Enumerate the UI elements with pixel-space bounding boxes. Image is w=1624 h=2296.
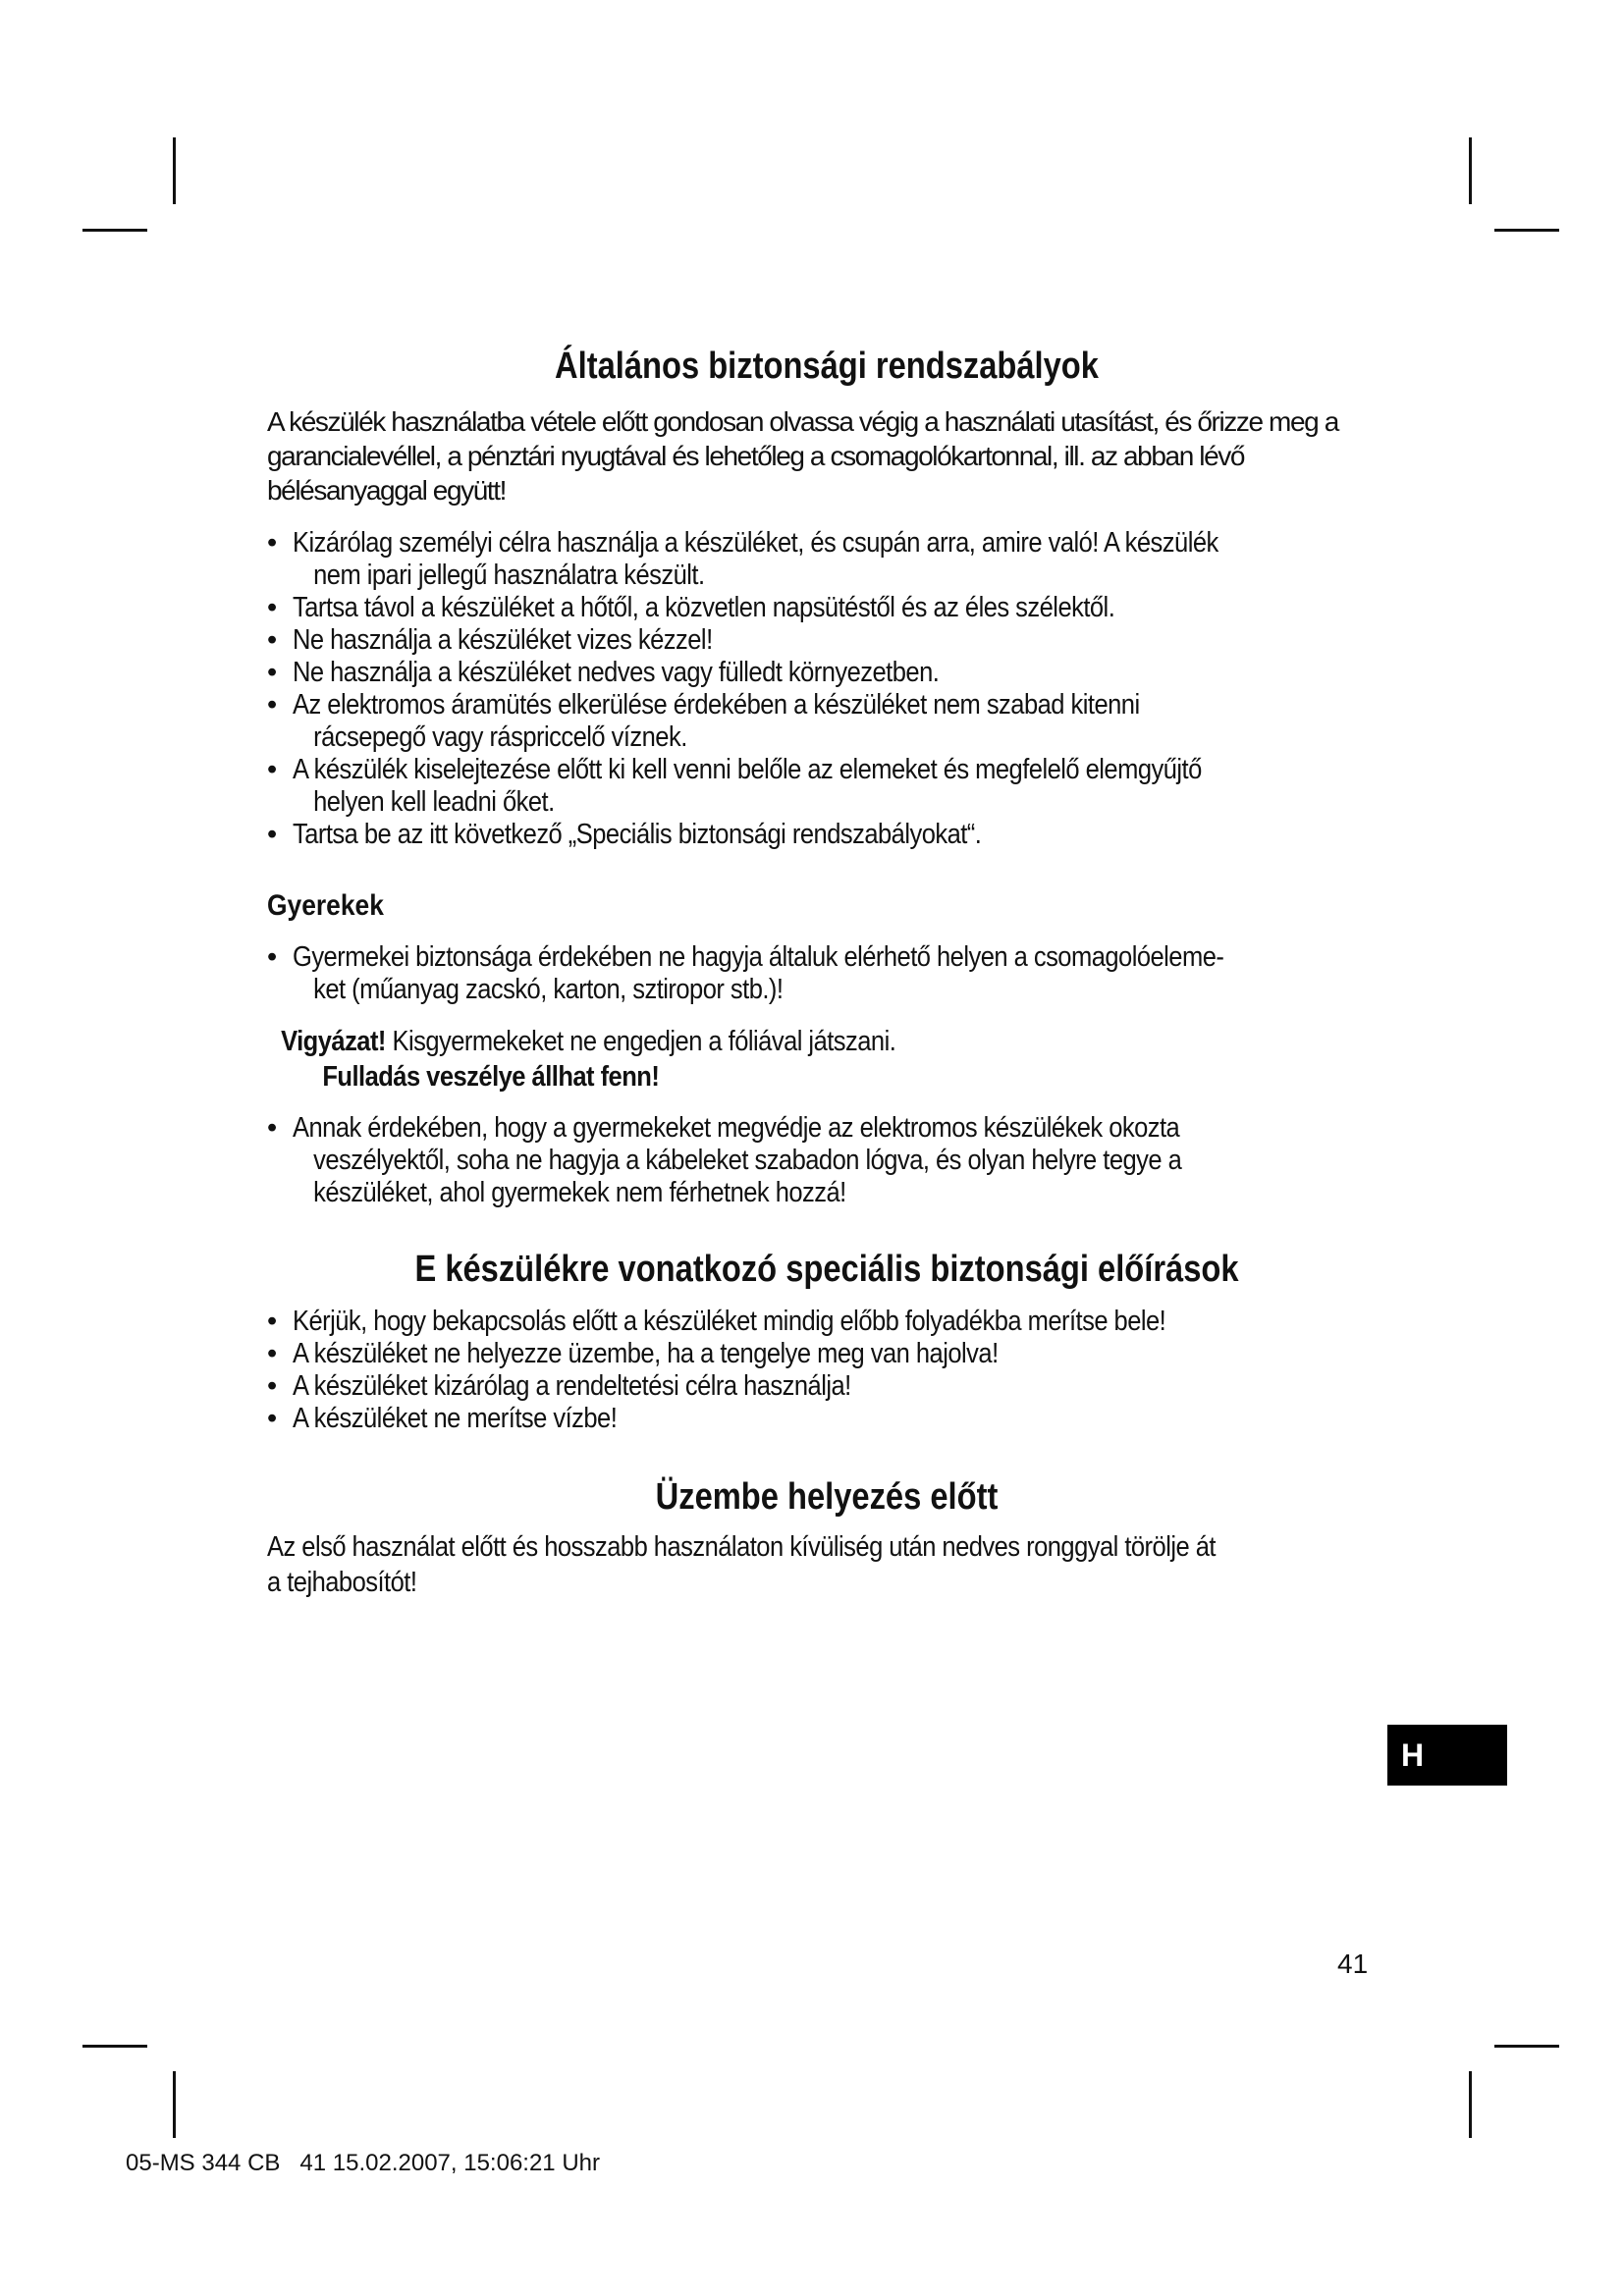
list-item [267, 657, 1386, 689]
list-item-line: A készülék kiselejtezése előtt ki kell venni belőle az elemeket és megfelelő elemgyűjtő [293, 754, 1202, 785]
bullet-glyph: • [267, 624, 277, 656]
bullet-glyph: • [267, 819, 277, 850]
bullet-glyph: • [267, 689, 277, 721]
general-safety-title: Általános biztonsági rendszabályok [555, 346, 1099, 387]
language-tab-label: H [1401, 1737, 1425, 1773]
page-number: 41 [1337, 1949, 1369, 1979]
bullet-glyph: • [267, 527, 277, 559]
list-item [267, 1112, 1386, 1209]
crop-mark-bottom-right-horizontal [1494, 2045, 1559, 2048]
special-safety-title: E készülékre vonatkozó speciális biztonsági előírások [414, 1249, 1239, 1290]
children-heading: Gyerekek [267, 889, 384, 922]
list-item-line: készüléket, ahol gyermekek nem férhetnek hozzá! [313, 1177, 846, 1208]
crop-mark-top-left-horizontal [82, 229, 147, 232]
list-item-text [293, 689, 1398, 754]
startup-text-line: Az első használat előtt és hosszabb használaton kívüliség után nedves ronggyal törölje át [267, 1531, 1216, 1563]
manual-page-content [267, 344, 1386, 1600]
list-item-text: A készüléket kizárólag a rendeltetési célra használja! [293, 1370, 851, 1402]
general-safety-intro: A készülék használatba vétele előtt gondosan olvassa végig a használati utasítást, és őrizze meg a garancialevéllel, a pénztári nyugtával és lehetőleg a csomagolókartonnal, ill. az abban lévő bélésanyaggal együtt! [267, 406, 1338, 506]
list-item [267, 941, 1386, 1006]
bullet-glyph: • [267, 1370, 277, 1402]
list-item-text [293, 754, 1398, 819]
list-item-line: ket (műanyag zacskó, karton, sztiropor stb.)! [313, 974, 784, 1005]
crop-mark-bottom-right-vertical [1469, 2071, 1472, 2138]
list-item-line: nem ipari jellegű használatra készült. [313, 560, 705, 591]
bullet-glyph: • [267, 1338, 277, 1369]
startup-title: Üzembe helyezés előtt [655, 1476, 999, 1518]
list-item-line: Gyermekei biztonsága érdekében ne hagyja általuk elérhető helyen a csomagolóeleme- [293, 941, 1224, 973]
list-item [267, 819, 1386, 851]
warning-label: Vigyázat! [281, 1026, 386, 1057]
list-item [267, 592, 1386, 624]
list-item-line: Annak érdekében, hogy a gyermekeket megvédje az elektromos készülékek okozta [293, 1112, 1180, 1144]
list-item-line: Kizárólag személyi célra használja a készüléket, és csupán arra, amire való! A készülék [293, 527, 1218, 559]
list-item-line: Az elektromos áramütés elkerülése érdekében a készüléket nem szabad kitenni [293, 689, 1140, 721]
crop-mark-bottom-left-horizontal [82, 2045, 147, 2048]
list-item-text: Kérjük, hogy bekapcsolás előtt a készüléket mindig előbb folyadékba merítse bele! [293, 1306, 1166, 1337]
general-safety-list [267, 527, 1386, 851]
children-list-2 [267, 1112, 1386, 1209]
bullet-glyph: • [267, 941, 277, 973]
list-item [267, 689, 1386, 754]
crop-mark-top-left-vertical [173, 137, 176, 204]
bullet-glyph: • [267, 657, 277, 688]
list-item-text: Tartsa be az itt következő „Speciális biztonsági rendszabályokat“. [293, 819, 982, 850]
crop-mark-top-right-vertical [1469, 137, 1472, 204]
bullet-glyph: • [267, 754, 277, 785]
warning-text: Kisgyermekeket ne engedjen a fóliával játszani. [385, 1026, 896, 1057]
list-item-text [293, 1112, 1398, 1209]
list-item-text: Ne használja a készüléket nedves vagy fülledt környezetben. [293, 657, 940, 688]
children-list-1 [267, 941, 1386, 1006]
crop-mark-top-right-horizontal [1494, 229, 1559, 232]
list-item [267, 624, 1386, 657]
list-item-line: veszélyektől, soha ne hagyja a kábeleket szabadon lógva, és olyan helyre tegye a [313, 1145, 1182, 1176]
list-item [267, 1306, 1386, 1338]
language-tab [1387, 1725, 1507, 1786]
crop-mark-bottom-left-vertical [173, 2071, 176, 2138]
list-item [267, 1338, 1386, 1370]
list-item-text [293, 527, 1398, 592]
list-item-line: rácsepegő vagy ráspriccelő víznek. [313, 721, 687, 753]
children-warning [267, 1024, 1395, 1095]
special-safety-list [267, 1306, 1386, 1435]
list-item [267, 754, 1386, 819]
warning-danger-line: Fulladás veszélye állhat fenn! [322, 1061, 660, 1093]
list-item-text: Ne használja a készüléket vizes kézzel! [293, 624, 713, 656]
startup-text [267, 1529, 1381, 1600]
list-item-text: A készüléket ne merítse vízbe! [293, 1403, 618, 1434]
bullet-glyph: • [267, 1112, 277, 1144]
list-item [267, 1370, 1386, 1403]
startup-text-line: a tejhabosítót! [267, 1567, 417, 1598]
list-item-text [293, 941, 1398, 1006]
list-item-line: helyen kell leadni őket. [313, 786, 555, 818]
bullet-glyph: • [267, 592, 277, 623]
list-item-text: A készüléket ne helyezze üzembe, ha a tengelye meg van hajolva! [293, 1338, 999, 1369]
print-imprint: 05-MS 344 CB 41 15.02.2007, 15:06:21 Uhr [126, 2150, 600, 2176]
list-item [267, 527, 1386, 592]
list-item [267, 1403, 1386, 1435]
bullet-glyph: • [267, 1403, 277, 1434]
list-item-text: Tartsa távol a készüléket a hőtől, a közvetlen napsütéstől és az éles szélektől. [293, 592, 1115, 623]
bullet-glyph: • [267, 1306, 277, 1337]
